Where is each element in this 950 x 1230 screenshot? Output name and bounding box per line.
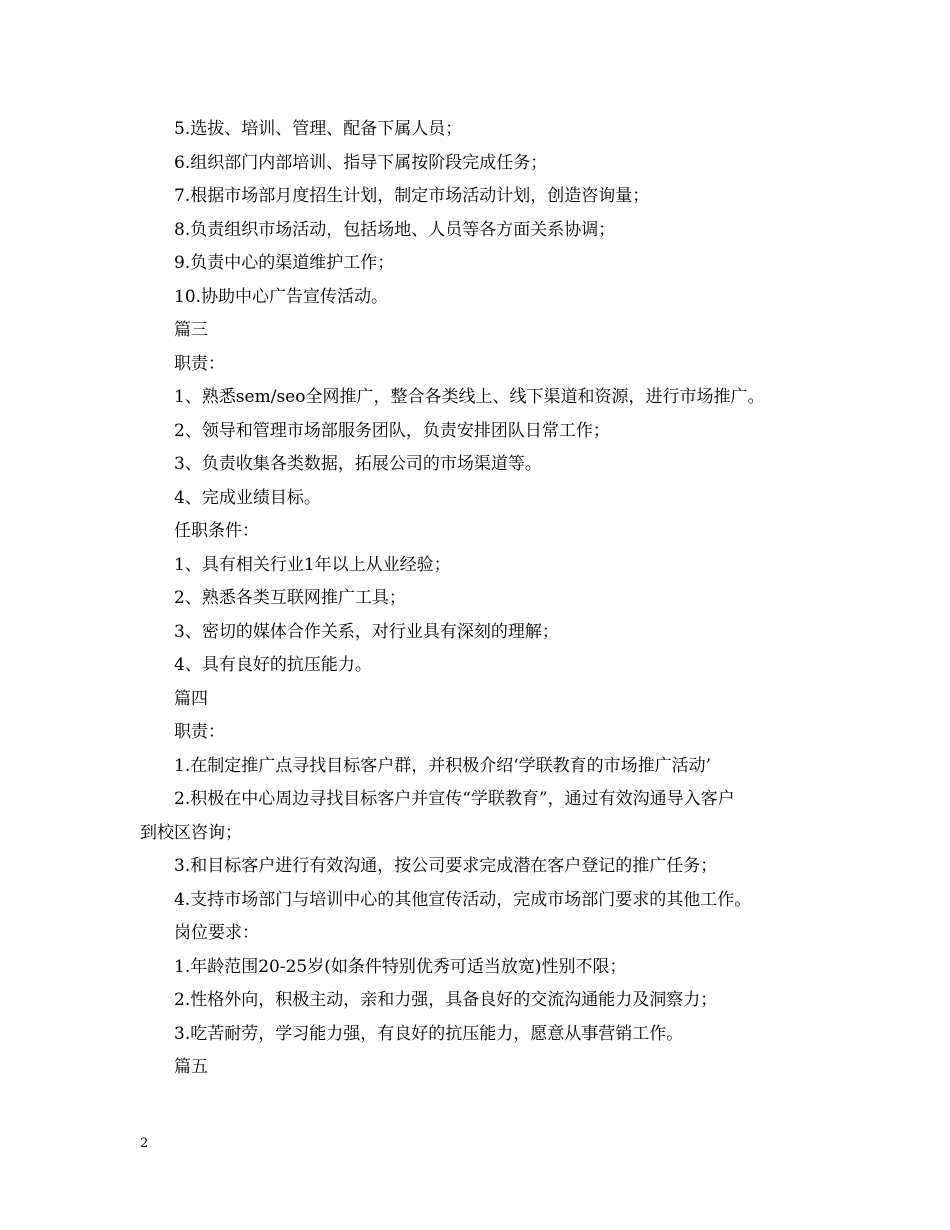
text-line: 5.选拔、培训、管理、配备下属人员； xyxy=(174,119,463,139)
text-line: 4、具有良好的抗压能力。 xyxy=(174,655,372,675)
text-line: 2.积极在中心周边寻找目标客户并宣传“学联教育”，通过有效沟通导入客户 xyxy=(174,789,735,809)
text-line: 9.负责中心的渠道维护工作； xyxy=(174,253,395,273)
text-line: 10.协助中心广告宣传活动。 xyxy=(174,286,389,307)
text-line: 1、熟悉sem/seo全网推广，整合各类线上、线下渠道和资源，进行市场推广。 xyxy=(174,387,765,407)
subsection-heading: 职责： xyxy=(174,722,225,742)
text-line: 3、负责收集各类数据，拓展公司的市场渠道等。 xyxy=(174,454,542,474)
text-line: 2、领导和管理市场部服务团队，负责安排团队日常工作； xyxy=(174,420,610,441)
page-number: 2 xyxy=(140,1136,149,1151)
text-line: 2.性格外向，积极主动，亲和力强，具备良好的交流沟通能力及洞察力； xyxy=(174,990,718,1010)
text-line: 1、具有相关行业1年以上从业经验； xyxy=(174,554,451,575)
subsection-heading: 职责： xyxy=(174,353,225,374)
text-line: 4.支持市场部门与培训中心的其他宣传活动，完成市场部门要求的其他工作。 xyxy=(174,889,752,910)
text-line: 2、熟悉各类互联网推广工具； xyxy=(174,588,406,608)
text-line: 6.组织部门内部培训、指导下属按阶段完成任务； xyxy=(174,152,548,173)
text-line: 8.负责组织市场活动，包括场地、人员等各方面关系协调； xyxy=(174,219,616,240)
text-line: 1.在制定推广点寻找目标客户群，并积极介绍‘学联教育的市场推广活动’ xyxy=(174,755,712,776)
subsection-heading: 岗位要求： xyxy=(174,923,259,943)
text-line: 3.和目标客户进行有效沟通，按公司要求完成潜在客户登记的推广任务； xyxy=(174,856,718,876)
document-body xyxy=(140,113,820,1085)
text-line-continuation: 到校区咨询； xyxy=(140,822,242,843)
text-line: 3、密切的媒体合作关系，对行业具有深刻的理解； xyxy=(174,621,559,642)
section-heading: 篇四 xyxy=(174,688,208,709)
text-line: 7.根据市场部月度招生计划，制定市场活动计划，创造咨询量； xyxy=(174,186,650,206)
text-line: 3.吃苦耐劳，学习能力强，有良好的抗压能力，愿意从事营销工作。 xyxy=(174,1023,684,1044)
text-line: 4、完成业绩目标。 xyxy=(174,487,321,508)
section-heading: 篇五 xyxy=(174,1057,208,1077)
subsection-heading: 任职条件： xyxy=(174,521,259,541)
section-heading: 篇三 xyxy=(174,320,208,340)
text-line: 1.年龄范围20-25岁(如条件特别优秀可适当放宽)性别不限； xyxy=(174,956,627,977)
